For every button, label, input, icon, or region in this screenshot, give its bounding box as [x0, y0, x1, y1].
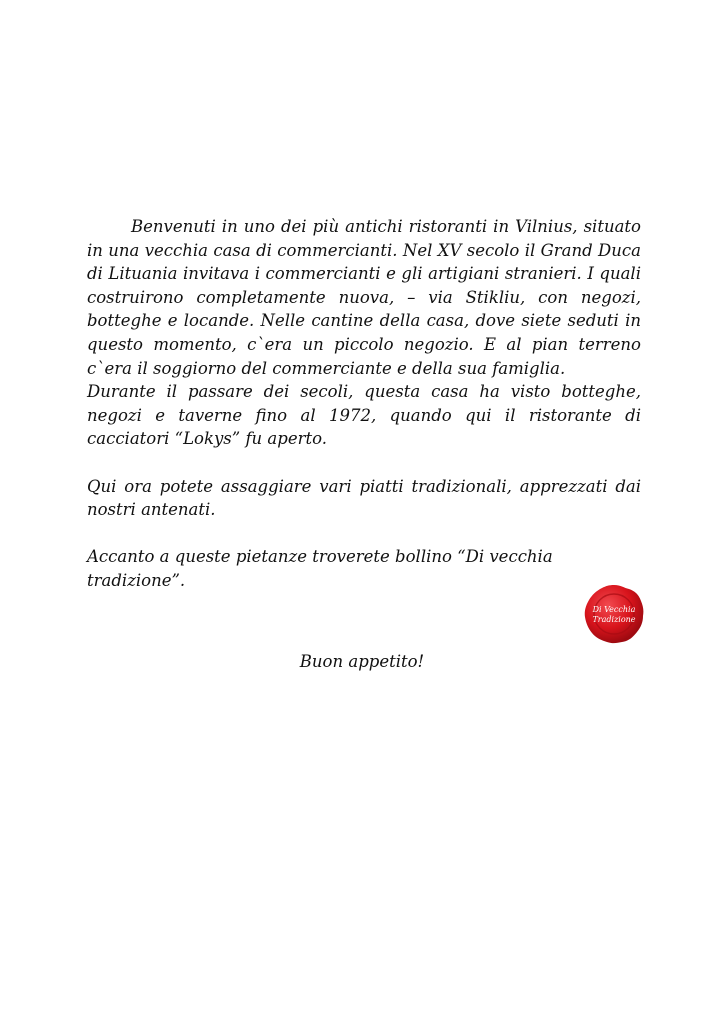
intro-paragraph: Benvenuti in uno dei più antichi ristoranti in Vilnius, situato in una vecchia casa di commercianti. Nel XV secolo il Grand Duca di Lituania invitava i commercianti e gli artigiani stranieri. I quali costruirono completamente nuova, – via Stikliu, con negozi, botteghe e locande. Nelle cantine della casa, dove siete seduti in questo momento, c`era un piccolo negozio. E al pian terreno c`era il soggiorno del commerciante e della sua famiglia. — [87, 217, 641, 378]
signoff-text: Buon appetito! — [299, 652, 425, 671]
history-paragraph: Durante il passare dei secoli, questa casa ha visto botteghe, negozi e taverne fino al 1972, quando qui il ristorante di cacciatori “Lokys” fu aperto. — [87, 382, 641, 449]
document-body — [87, 215, 641, 593]
dishes-paragraph: Qui ora potete assaggiare vari piatti tradizionali, apprezzati dai nostri antenati. — [87, 476, 641, 520]
seal-text-line1: Di Vecchia — [592, 605, 636, 614]
wax-seal-badge — [583, 583, 645, 645]
badge-paragraph: Accanto a queste pietanze troverete bollino “Di vecchia tradizione”. — [87, 547, 553, 590]
seal-text-line2: Tradizione — [592, 615, 636, 624]
